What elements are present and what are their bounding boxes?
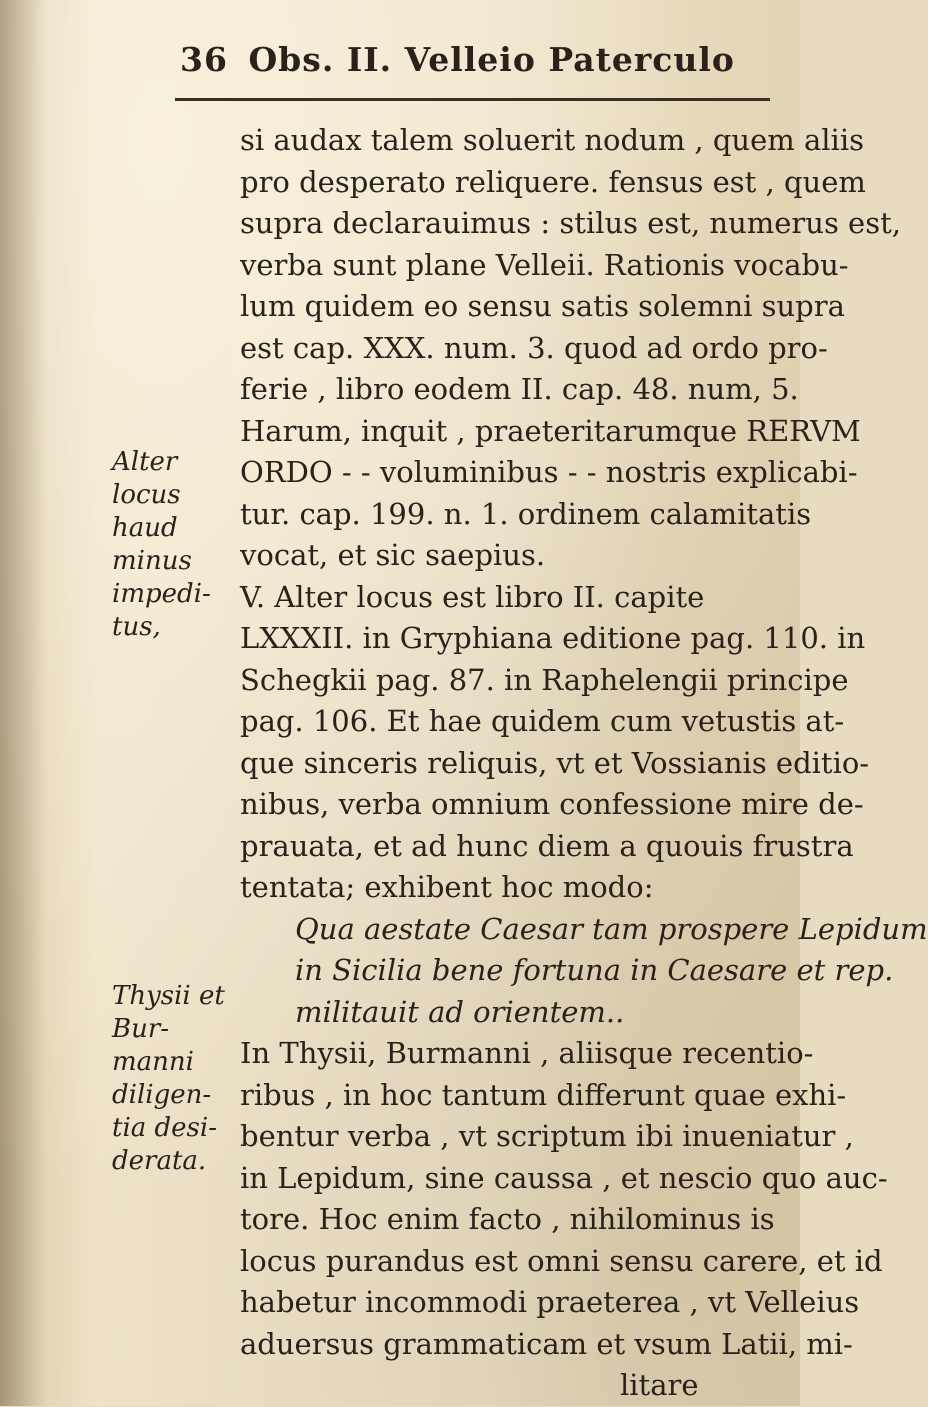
- running-title: Obs. II. Velleio Paterculo: [248, 40, 735, 79]
- text-line: est cap. XXX. num. 3. quod ad ordo pro-: [240, 330, 828, 365]
- text-line: V. Alter locus est libro II. capite: [240, 579, 705, 614]
- margin-note-line: Alter: [112, 447, 178, 477]
- margin-note-line: Bur-: [112, 1014, 170, 1044]
- text-line: habetur incommodi praeterea , vt Velleius: [240, 1285, 860, 1319]
- text-line: vocat, et sic saepius.: [240, 538, 546, 572]
- margin-note-line: Thysii et: [112, 981, 225, 1011]
- quote-line: Qua aestate Caesar tam prospere Lepidum: [295, 911, 928, 946]
- text-line: ORDO - - voluminibus - - nostris explicabi-: [240, 455, 858, 489]
- text-line: litare: [620, 1368, 699, 1402]
- margin-note-line: haud: [112, 513, 178, 543]
- text-line: in Lepidum, sine caussa , et nescio quo auc-: [240, 1160, 888, 1195]
- text-line: aduersus grammaticam et vsum Latii, mi-: [240, 1326, 853, 1361]
- text-line: locus purandus est omni sensu carere, et id: [240, 1243, 883, 1278]
- text-line: supra declarauimus : stilus est, numerus est,: [240, 206, 901, 240]
- spine-shadow: [0, 0, 46, 1406]
- margin-note-line: minus: [112, 546, 192, 576]
- margin-note-line: diligen-: [112, 1080, 212, 1110]
- margin-note-line: tus,: [112, 612, 161, 642]
- main-text-block: [240, 120, 928, 1407]
- running-header: [180, 40, 740, 79]
- text-line: prauata, et ad hunc diem a quouis frustra: [240, 828, 854, 863]
- margin-note-thysii: [112, 980, 240, 1178]
- text-line: nibus, verba omnium confessione mire de-: [240, 787, 864, 821]
- margin-note-line: manni: [112, 1047, 194, 1077]
- text-line: ferie , libro eodem II. cap. 48. num, 5.: [240, 372, 799, 406]
- text-line: pro desperato reliquere. fensus est , quem: [240, 164, 866, 199]
- text-line: tore. Hoc enim facto , nihilominus is: [240, 1202, 775, 1236]
- text-line: tentata; exhibent hoc modo:: [240, 870, 654, 904]
- text-line: verba sunt plane Velleii. Rationis vocabu-: [240, 247, 849, 282]
- margin-note-line: locus: [112, 480, 181, 510]
- text-line: bentur verba , vt scriptum ibi inueniatur ,: [240, 1119, 854, 1153]
- quote-line: in Sicilia bene fortuna in Caesare et rep.: [295, 953, 894, 987]
- margin-note-alter-locus: [112, 446, 240, 644]
- text-line: pag. 106. Et hae quidem cum vetustis at-: [240, 704, 845, 738]
- margin-note-line: tia desi-: [112, 1113, 218, 1143]
- text-line: que sinceris reliquis, vt et Vossianis editio-: [240, 745, 870, 780]
- text-line: Schegkii pag. 87. in Raphelengii principe: [240, 662, 849, 697]
- page-number: 36: [180, 40, 228, 79]
- text-line: ribus , in hoc tantum differunt quae exhi-: [240, 1077, 847, 1112]
- margin-note-line: derata.: [112, 1146, 207, 1176]
- header-rule: [175, 98, 770, 101]
- text-line: tur. cap. 199. n. 1. ordinem calamitatis: [240, 496, 812, 531]
- text-line: lum quidem eo sensu satis solemni supra: [240, 289, 845, 323]
- text-line: Harum, inquit , praeteritarumque RERVM: [240, 413, 861, 448]
- text-line: LXXXII. in Gryphiana editione pag. 110. in: [240, 621, 866, 655]
- margin-note-line: impedi-: [112, 579, 211, 609]
- text-line: si audax talem soluerit nodum , quem aliis: [240, 123, 864, 157]
- quote-line: militauit ad orientem..: [295, 994, 625, 1029]
- text-line: In Thysii, Burmanni , aliisque recentio-: [240, 1036, 814, 1070]
